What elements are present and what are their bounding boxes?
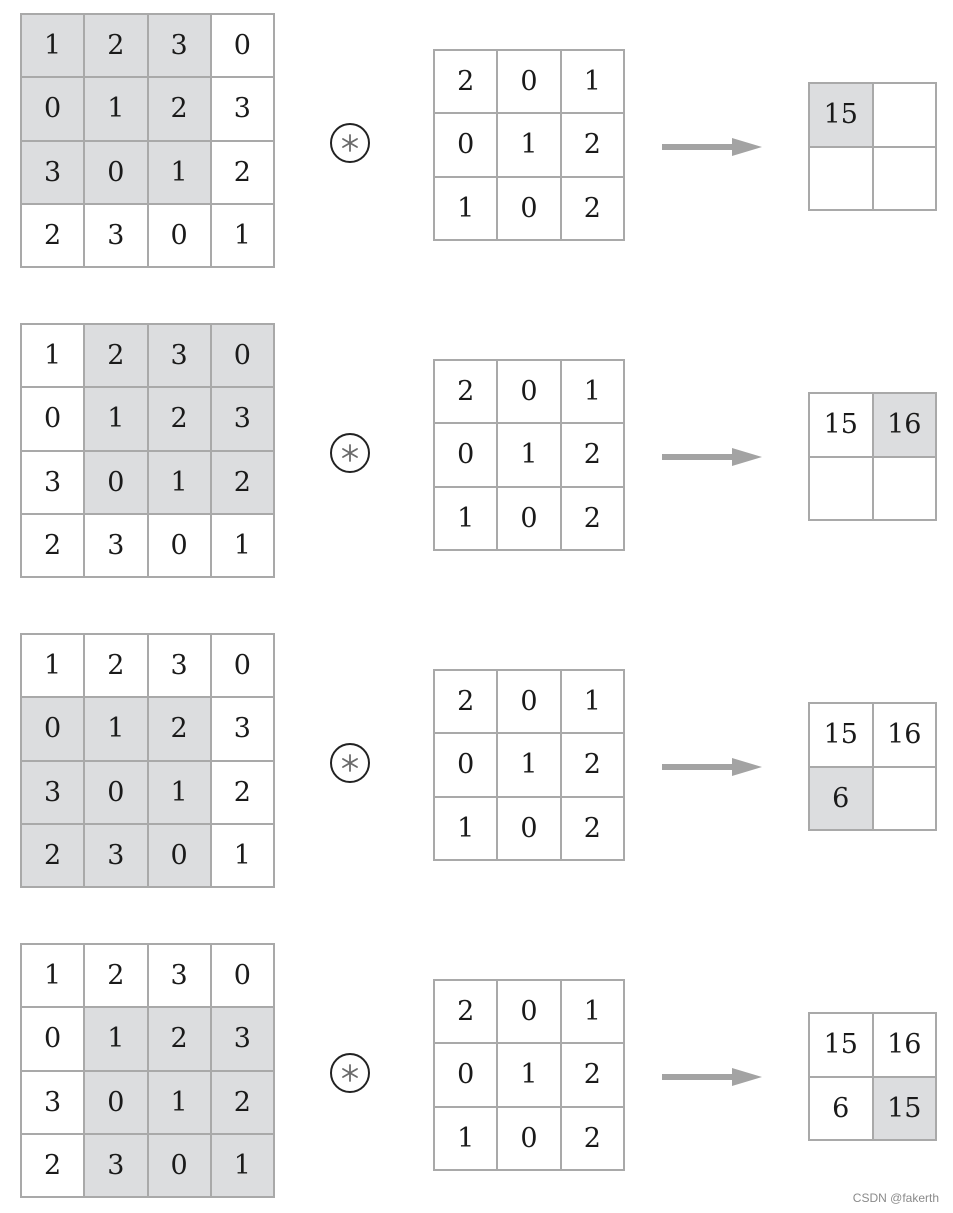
input-matrix-cell: 0 bbox=[212, 325, 275, 388]
input-matrix-cell: 1 bbox=[85, 698, 148, 761]
input-matrix-cell: 0 bbox=[85, 452, 148, 515]
kernel-matrix-cell: 2 bbox=[435, 671, 498, 734]
output-matrix bbox=[808, 702, 937, 831]
input-matrix bbox=[20, 633, 275, 888]
right-arrow-icon bbox=[662, 136, 764, 158]
input-matrix-cell: 0 bbox=[85, 142, 148, 205]
input-matrix-cell: 0 bbox=[22, 1008, 85, 1071]
output-matrix bbox=[808, 392, 937, 521]
result-arrow bbox=[662, 446, 764, 468]
kernel-matrix bbox=[433, 359, 625, 551]
input-matrix bbox=[20, 323, 275, 578]
input-matrix-cell: 0 bbox=[212, 15, 275, 78]
input-matrix-cell: 2 bbox=[22, 1135, 85, 1198]
result-arrow bbox=[662, 756, 764, 778]
input-matrix-cell: 0 bbox=[149, 1135, 212, 1198]
convolution-operator bbox=[330, 1053, 370, 1093]
output-matrix bbox=[808, 82, 937, 211]
kernel-matrix-cell: 0 bbox=[498, 51, 561, 114]
input-matrix bbox=[20, 13, 275, 268]
input-matrix-cell: 3 bbox=[149, 15, 212, 78]
input-matrix-cell: 3 bbox=[149, 945, 212, 1008]
kernel-matrix-cell: 0 bbox=[498, 798, 561, 861]
input-matrix-cell: 1 bbox=[212, 825, 275, 888]
kernel-matrix-cell: 1 bbox=[435, 1108, 498, 1171]
kernel-matrix-cell: 0 bbox=[498, 361, 561, 424]
output-matrix-cell: 6 bbox=[810, 768, 874, 832]
input-matrix-cell: 1 bbox=[149, 452, 212, 515]
kernel-matrix-cell: 2 bbox=[435, 361, 498, 424]
kernel-matrix-cell: 1 bbox=[562, 361, 625, 424]
input-matrix-cell: 2 bbox=[149, 698, 212, 761]
output-matrix-cell: 15 bbox=[810, 1014, 874, 1078]
input-matrix-cell: 3 bbox=[85, 825, 148, 888]
output-matrix-cell: 16 bbox=[874, 1014, 938, 1078]
input-matrix-cell: 1 bbox=[85, 78, 148, 141]
output-matrix-cell bbox=[874, 458, 938, 522]
input-matrix-cell: 2 bbox=[212, 1072, 275, 1135]
convolution-asterisk-icon bbox=[339, 442, 361, 464]
convolution-asterisk-icon bbox=[339, 752, 361, 774]
input-matrix-cell: 3 bbox=[149, 325, 212, 388]
input-matrix-cell: 0 bbox=[149, 515, 212, 578]
convolution-operator bbox=[330, 123, 370, 163]
kernel-matrix-cell: 1 bbox=[498, 1044, 561, 1107]
input-matrix-cell: 2 bbox=[149, 1008, 212, 1071]
input-matrix-cell: 1 bbox=[85, 388, 148, 451]
input-matrix-cell: 3 bbox=[212, 388, 275, 451]
kernel-matrix-cell: 2 bbox=[562, 798, 625, 861]
kernel-matrix-cell: 2 bbox=[562, 1108, 625, 1171]
input-matrix-cell: 1 bbox=[212, 205, 275, 268]
input-matrix-cell: 0 bbox=[85, 1072, 148, 1135]
output-matrix-cell: 16 bbox=[874, 394, 938, 458]
input-matrix-cell: 3 bbox=[212, 698, 275, 761]
kernel-matrix-cell: 0 bbox=[498, 981, 561, 1044]
output-matrix-cell: 15 bbox=[810, 704, 874, 768]
output-matrix bbox=[808, 1012, 937, 1141]
input-matrix bbox=[20, 943, 275, 1198]
kernel-matrix-cell: 1 bbox=[498, 114, 561, 177]
input-matrix-cell: 1 bbox=[22, 635, 85, 698]
kernel-matrix-cell: 0 bbox=[498, 178, 561, 241]
kernel-matrix-cell: 1 bbox=[498, 734, 561, 797]
right-arrow-icon bbox=[662, 1066, 764, 1088]
kernel-matrix-cell: 1 bbox=[562, 51, 625, 114]
output-matrix-cell: 16 bbox=[874, 704, 938, 768]
input-matrix-cell: 3 bbox=[85, 515, 148, 578]
kernel-matrix-cell: 1 bbox=[562, 671, 625, 734]
input-matrix-cell: 2 bbox=[22, 825, 85, 888]
output-matrix-cell: 6 bbox=[810, 1078, 874, 1142]
kernel-matrix bbox=[433, 979, 625, 1171]
kernel-matrix-cell: 2 bbox=[562, 424, 625, 487]
input-matrix-cell: 2 bbox=[149, 388, 212, 451]
output-matrix-cell bbox=[810, 458, 874, 522]
kernel-matrix-cell: 1 bbox=[435, 798, 498, 861]
kernel-matrix-cell: 1 bbox=[562, 981, 625, 1044]
result-arrow bbox=[662, 136, 764, 158]
input-matrix-cell: 3 bbox=[22, 762, 85, 825]
input-matrix-cell: 0 bbox=[85, 762, 148, 825]
input-matrix-cell: 1 bbox=[22, 945, 85, 1008]
kernel-matrix bbox=[433, 49, 625, 241]
input-matrix-cell: 1 bbox=[22, 15, 85, 78]
input-matrix-cell: 2 bbox=[212, 762, 275, 825]
right-arrow-icon bbox=[662, 756, 764, 778]
convolution-asterisk-icon bbox=[339, 1062, 361, 1084]
input-matrix-cell: 0 bbox=[22, 78, 85, 141]
input-matrix-cell: 0 bbox=[22, 388, 85, 451]
kernel-matrix-cell: 2 bbox=[562, 1044, 625, 1107]
kernel-matrix-cell: 2 bbox=[435, 51, 498, 114]
input-matrix-cell: 1 bbox=[85, 1008, 148, 1071]
input-matrix-cell: 3 bbox=[85, 1135, 148, 1198]
watermark-credit: CSDN @fakerth bbox=[852, 1191, 939, 1205]
convolution-asterisk-icon bbox=[339, 132, 361, 154]
kernel-matrix-cell: 2 bbox=[562, 488, 625, 551]
input-matrix-cell: 1 bbox=[149, 762, 212, 825]
result-arrow bbox=[662, 1066, 764, 1088]
input-matrix-cell: 3 bbox=[149, 635, 212, 698]
output-matrix-cell bbox=[810, 148, 874, 212]
input-matrix-cell: 2 bbox=[85, 325, 148, 388]
output-matrix-cell: 15 bbox=[810, 84, 874, 148]
input-matrix-cell: 2 bbox=[85, 15, 148, 78]
kernel-matrix-cell: 0 bbox=[435, 1044, 498, 1107]
input-matrix-cell: 2 bbox=[85, 945, 148, 1008]
kernel-matrix-cell: 0 bbox=[498, 671, 561, 734]
input-matrix-cell: 2 bbox=[149, 78, 212, 141]
output-matrix-cell bbox=[874, 768, 938, 832]
kernel-matrix-cell: 1 bbox=[435, 488, 498, 551]
output-matrix-cell: 15 bbox=[810, 394, 874, 458]
kernel-matrix bbox=[433, 669, 625, 861]
input-matrix-cell: 2 bbox=[22, 205, 85, 268]
kernel-matrix-cell: 0 bbox=[498, 1108, 561, 1171]
output-matrix-cell: 15 bbox=[874, 1078, 938, 1142]
input-matrix-cell: 0 bbox=[149, 205, 212, 268]
input-matrix-cell: 2 bbox=[22, 515, 85, 578]
kernel-matrix-cell: 0 bbox=[435, 114, 498, 177]
kernel-matrix-cell: 1 bbox=[498, 424, 561, 487]
kernel-matrix-cell: 2 bbox=[562, 734, 625, 797]
convolution-operator bbox=[330, 433, 370, 473]
input-matrix-cell: 0 bbox=[22, 698, 85, 761]
input-matrix-cell: 3 bbox=[22, 142, 85, 205]
kernel-matrix-cell: 0 bbox=[435, 734, 498, 797]
input-matrix-cell: 3 bbox=[85, 205, 148, 268]
input-matrix-cell: 0 bbox=[212, 945, 275, 1008]
kernel-matrix-cell: 2 bbox=[562, 114, 625, 177]
input-matrix-cell: 2 bbox=[212, 452, 275, 515]
input-matrix-cell: 1 bbox=[149, 1072, 212, 1135]
input-matrix-cell: 0 bbox=[149, 825, 212, 888]
input-matrix-cell: 3 bbox=[212, 78, 275, 141]
input-matrix-cell: 1 bbox=[212, 1135, 275, 1198]
kernel-matrix-cell: 2 bbox=[562, 178, 625, 241]
input-matrix-cell: 1 bbox=[149, 142, 212, 205]
input-matrix-cell: 1 bbox=[212, 515, 275, 578]
output-matrix-cell bbox=[874, 84, 938, 148]
kernel-matrix-cell: 0 bbox=[435, 424, 498, 487]
output-matrix-cell bbox=[874, 148, 938, 212]
convolution-operator bbox=[330, 743, 370, 783]
input-matrix-cell: 2 bbox=[85, 635, 148, 698]
kernel-matrix-cell: 2 bbox=[435, 981, 498, 1044]
input-matrix-cell: 1 bbox=[22, 325, 85, 388]
input-matrix-cell: 0 bbox=[212, 635, 275, 698]
input-matrix-cell: 2 bbox=[212, 142, 275, 205]
kernel-matrix-cell: 0 bbox=[498, 488, 561, 551]
input-matrix-cell: 3 bbox=[212, 1008, 275, 1071]
kernel-matrix-cell: 1 bbox=[435, 178, 498, 241]
input-matrix-cell: 3 bbox=[22, 452, 85, 515]
right-arrow-icon bbox=[662, 446, 764, 468]
input-matrix-cell: 3 bbox=[22, 1072, 85, 1135]
